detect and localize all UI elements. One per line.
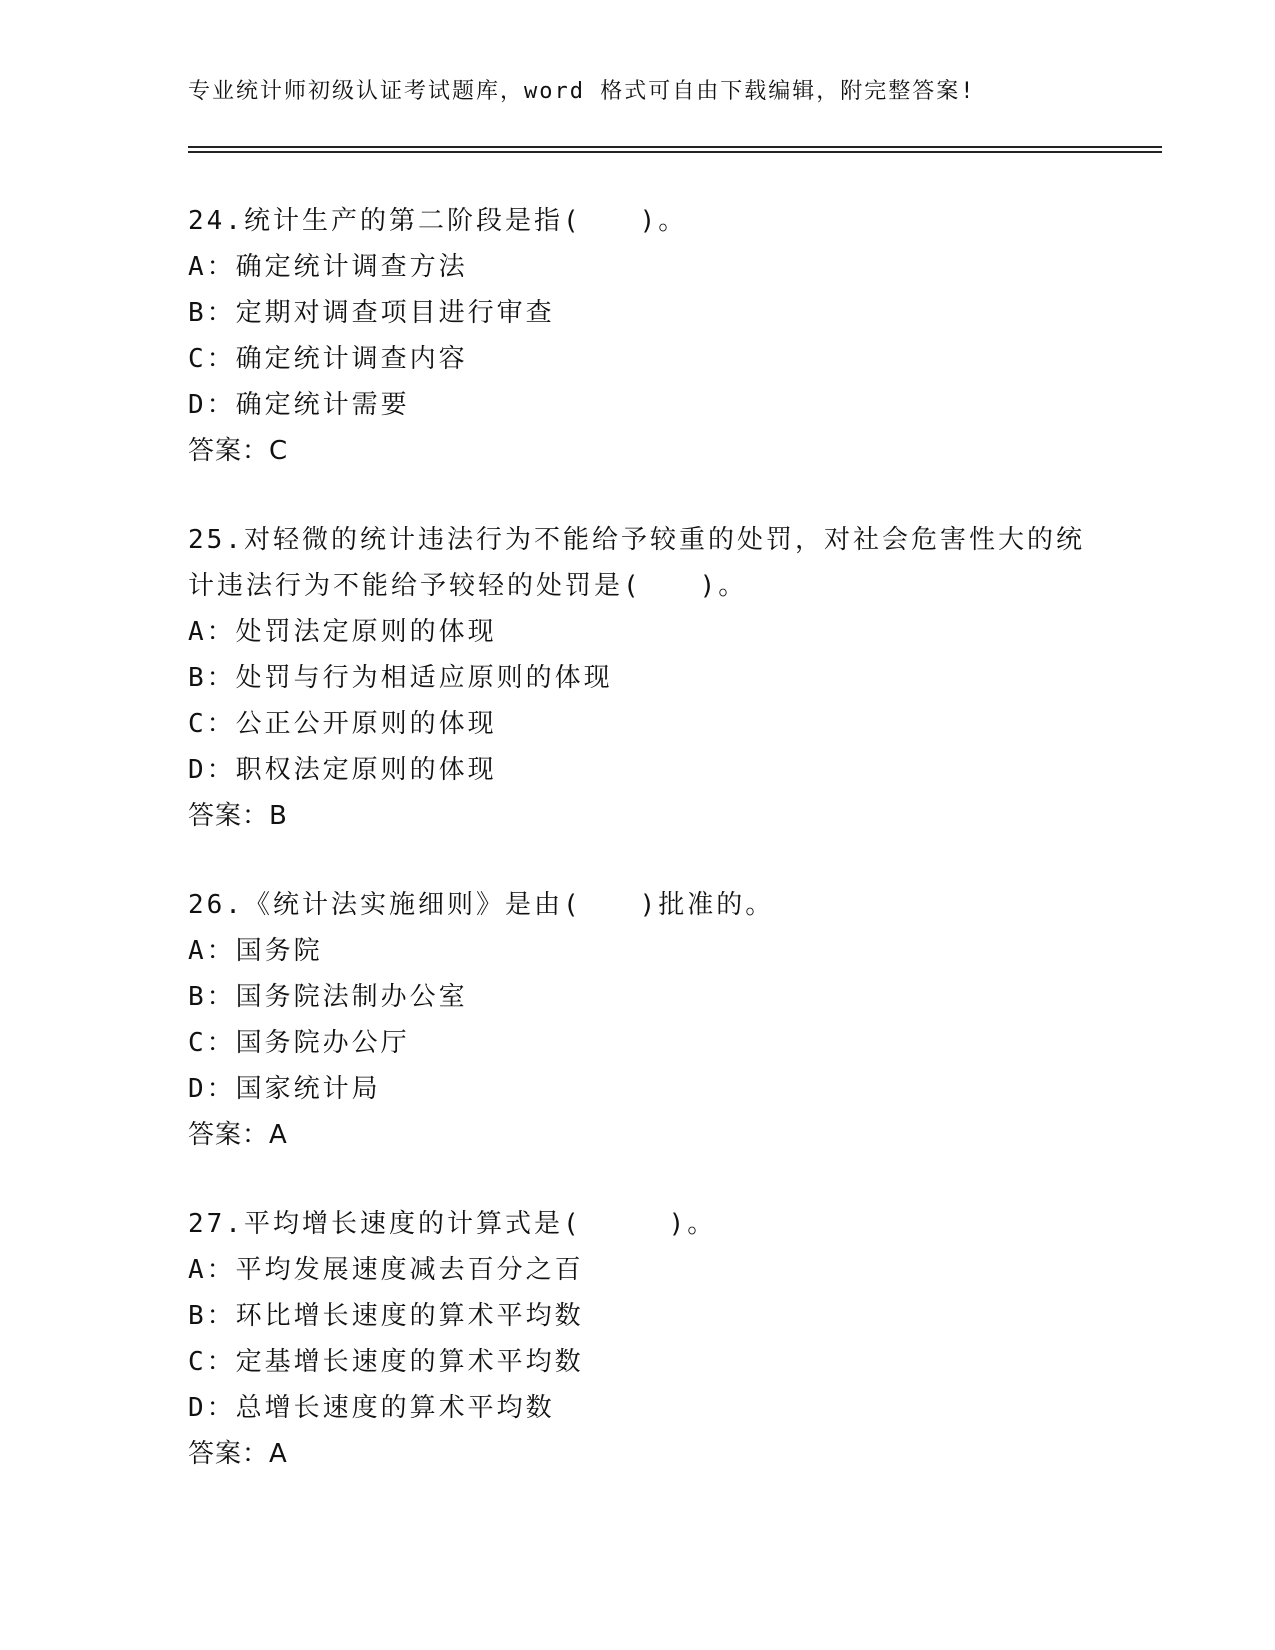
question-25 [188, 517, 1088, 839]
answer-label: 答案： [188, 1439, 270, 1469]
option-a: A：平均发展速度减去百分之百 [188, 1255, 584, 1285]
option-b: B：定期对调查项目进行审查 [188, 298, 555, 328]
option-b: B：环比增长速度的算术平均数 [188, 1301, 584, 1331]
question-stem: 27.平均增长速度的计算式是( )。 [188, 1209, 717, 1239]
answer-value: A [269, 1120, 288, 1150]
option-c: C：国务院办公厅 [188, 1028, 410, 1058]
question-stem: 24.统计生产的第二阶段是指( )。 [188, 206, 688, 236]
question-24 [188, 198, 1088, 474]
header-divider-bottom [188, 151, 1162, 153]
question-26 [188, 882, 1088, 1158]
answer-value: B [269, 801, 288, 831]
question-27 [188, 1201, 1088, 1477]
answer-line [188, 1112, 1088, 1158]
option-d: D：职权法定原则的体现 [188, 755, 497, 785]
question-stem-line-2: 计违法行为不能给予较轻的处罚是( )。 [188, 571, 748, 601]
option-b: B：国务院法制办公室 [188, 982, 468, 1012]
answer-line [188, 428, 1088, 474]
answer-value: A [269, 1439, 288, 1469]
option-d: D：国家统计局 [188, 1074, 381, 1104]
question-stem: 26.《统计法实施细则》是由( )批准的。 [188, 890, 775, 920]
option-a: A：处罚法定原则的体现 [188, 617, 497, 647]
option-c: C：定基增长速度的算术平均数 [188, 1347, 584, 1377]
option-c: C：公正公开原则的体现 [188, 709, 497, 739]
answer-label: 答案： [188, 1120, 270, 1150]
option-d: D：确定统计需要 [188, 390, 410, 420]
option-c: C：确定统计调查内容 [188, 344, 468, 374]
answer-label: 答案： [188, 436, 270, 466]
answer-line [188, 1431, 1088, 1477]
question-stem-line-1: 25.对轻微的统计违法行为不能给予较重的处罚，对社会危害性大的统 [188, 525, 1085, 555]
page-header: 专业统计师初级认证考试题库，word 格式可自由下载编辑，附完整答案! [188, 79, 976, 104]
option-a: A：国务院 [188, 936, 323, 966]
header-divider-top [188, 146, 1162, 148]
option-d: D：总增长速度的算术平均数 [188, 1393, 555, 1423]
option-a: A：确定统计调查方法 [188, 252, 468, 282]
answer-value: C [269, 436, 289, 466]
answer-label: 答案： [188, 801, 270, 831]
answer-line [188, 793, 1088, 839]
option-b: B：处罚与行为相适应原则的体现 [188, 663, 613, 693]
